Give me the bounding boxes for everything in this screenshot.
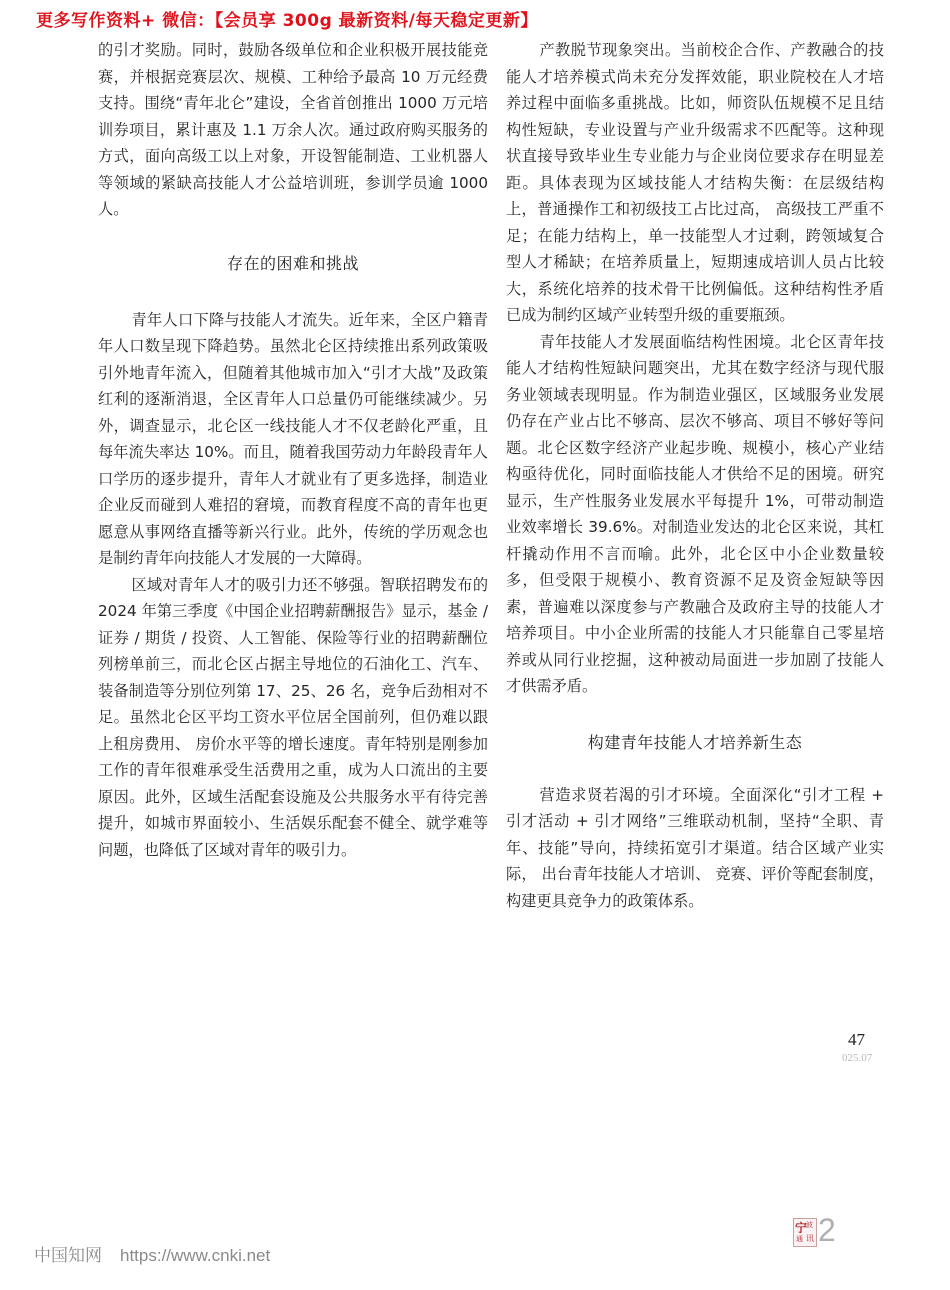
left-column <box>98 37 488 863</box>
logo-char: 宁 <box>795 1221 808 1235</box>
section-heading-ecosystem: 构建青年技能人才培养新生态 <box>587 732 803 752</box>
issue-number: 025.07 <box>842 1052 873 1064</box>
cnki-watermark <box>34 1241 270 1266</box>
paragraph-talent-environment: 营造求贤若渴的引才环境。全面深化“引才工程 + 引才活动 + 引才网络”三维联动机制，坚持“全职、青年、技能”导向，持续拓宽引才渠道。结合区域产业实际， 出台青年技能人才培训、 竞赛、评价等配套制度，构建更具竞争力的政策体系。 <box>506 785 884 910</box>
paragraph-youth-population: 青年人口下降与技能人才流失。近年来，全区户籍青年人口数呈现下降趋势。虽然北仑区持续推出系列政策吸引外地青年流入，但随着其他城市加入“引才大战”及政策红利的逐渐消退，全区青年人口总量仍可能继续减少。另外，调查显示，北仑区一线技能人才不仅老龄化严重，且每年流失率达 10%。而且，随着我国劳动力年龄段青年人口学历的逐步提升，青年人才就业有了更多选择，制造业企业反而碰到人难招的窘境，而教育程度不高的青年也更愿意从事网络直播等新兴行业。此外，传统的学历观念也是制约青年向技能人才发展的一大障碍。 <box>98 310 488 567</box>
paragraph-structural-dilemma: 青年技能人才发展面临结构性困境。北仑区青年技能人才结构性短缺问题突出，尤其在数字经济与现代服务业领域表现明显。作为制造业强区，区域服务业发展仍存在产业占比不够高、层次不够高、项目不够好等问题。北仑区数字经济产业起步晚、规模小，核心产业结构亟待优化，同时面临技能人才供给不足的困境。研究显示，生产性服务业发展水平每提升 1%，可带动制造业效率增长 39.6%。对制造业发达的北仑区来说，其杠杆撬动作用不言而喻。此外，北仑区中小企业数量较多，但受限于规模小、教育资源不足及资金短缺等因素，普遍难以深度参与产教融合及政府主导的技能人才培养项目。中小企业所需的技能人才只能靠自己零星培养或从同行业挖掘，这种被动局面进一步加剧了技能人才供需矛盾。 <box>506 332 884 695</box>
watermark-url[interactable]: https://www.cnki.net <box>120 1246 271 1265</box>
right-column <box>506 37 884 914</box>
logo-char: 通 <box>796 1235 803 1243</box>
section-heading-challenges: 存在的困难和挑战 <box>226 253 359 273</box>
logo-char: 讯 <box>806 1234 814 1243</box>
paragraph-intro: 的引才奖励。同时，鼓励各级单位和企业积极开展技能竞赛，并根据竞赛层次、规模、工种给予最高 10 万元经费支持。围绕“青年北仑”建设，全省首创推出 1000 万元培训券项目，累计惠及 1.1 万余人次。通过政府购买服务的方式，面向高级工以上对象，开设智能制造、工业机器人等领域的紧缺高技能人才公益培训班，参训学员逾 1000 人。 <box>98 41 488 218</box>
magazine-logo-icon <box>793 1218 817 1247</box>
paragraph-attraction: 区域对青年人才的吸引力还不够强。智联招聘发布的 2024 年第三季度《中国企业招聘薪酬报告》显示，基金 / 证券 / 期货 / 投资、人工智能、保险等行业的招聘薪酬位列榜单前三，而北仑区占据主导地位的石油化工、汽车、装备制造等分别位列第 17、25、26 名，竞争后劲相对不足。虽然北仑区平均工资水平位居全国前列，但仍难以跟上租房费用、 房价水平等的增长速度。青年特别是刚参加工作的青年很难承受生活费用之重，成为人口流出的主要原因。此外，区域生活配套设施及公共服务水平有待完善提升，如城市界面较小、生活娱乐配套不健全、就学难等问题，也降低了区域对青年的吸引力。 <box>98 575 488 859</box>
page-number: 47 <box>848 1030 865 1049</box>
promo-banner: 更多写作资料+ 微信：【会员享 300g 最新资料/每天稳定更新】 <box>36 11 538 31</box>
logo-number: 2 <box>818 1212 836 1248</box>
logo-char: 波 <box>806 1221 813 1229</box>
paragraph-industry-education: 产教脱节现象突出。当前校企合作、产教融合的技能人才培养模式尚未充分发挥效能，职业院校在人才培养过程中面临多重挑战。比如，师资队伍规模不足且结构性短缺，专业设置与产业升级需求不匹配等。这种现状直接导致毕业生专业能力与企业岗位要求存在明显差距。具体表现为区域技能人才结构失衡：在层级结构上，普通操作工和初级技工占比过高， 高级技工严重不足；在能力结构上，单一技能型人才过剩，跨领域复合型人才稀缺；在培养质量上，短期速成培训人员占比较大，系统化培养的技术骨干比例偏低。这种结构性矛盾已成为制约区域产业转型升级的重要瓶颈。 <box>506 41 884 324</box>
watermark-name: 中国知网 <box>34 1246 102 1265</box>
